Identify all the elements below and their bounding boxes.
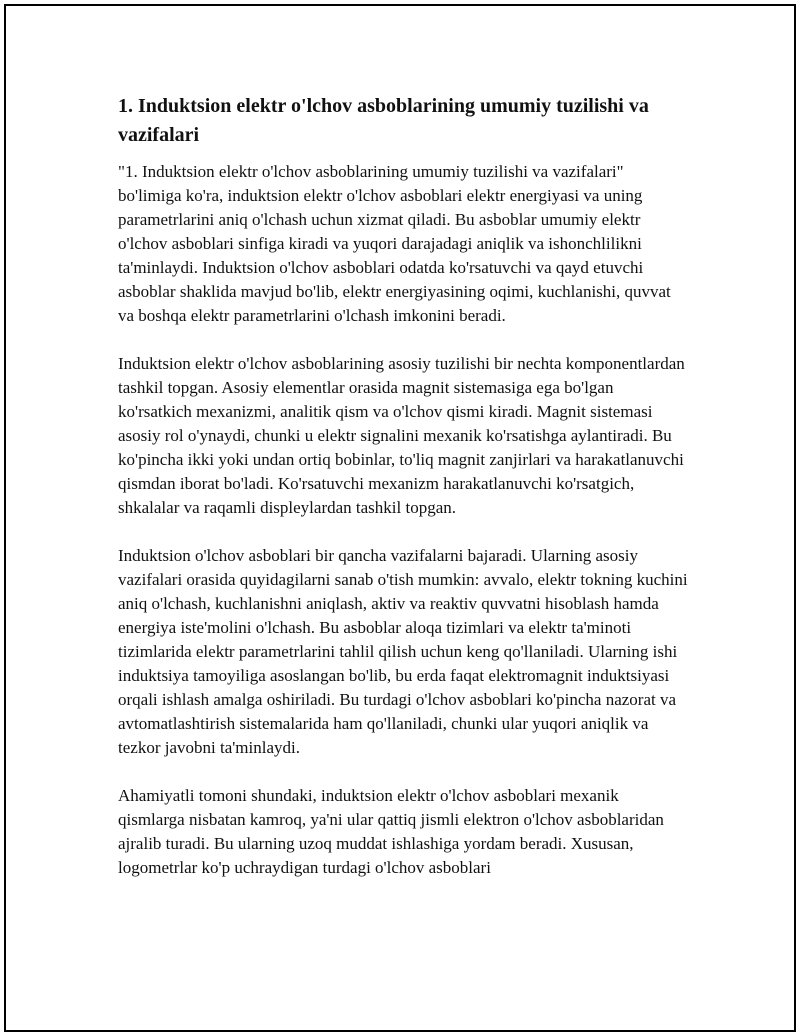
- paragraph-2: Induktsion elektr o'lchov asboblarining asosiy tuzilishi bir nechta komponentlardan tashkil topgan. Asosiy elementlar orasida magnit sistemasiga ega bo'lgan ko'rsatkich mexanizmi, analitik qism va o'lchov qismi kiradi. Magnit sistemasi asosiy rol o'ynaydi, chunki u elektr signalini mexanik ko'rsatishga aylantiradi. Bu ko'pincha ikki yoki undan ortiq bobinlar, to'liq magnit zanjirlari va harakatlanuvchi qismdan iborat bo'ladi. Ko'rsatuvchi mexanizm harakatlanuvchi ko'rsatgich, shkalalar va raqamli displeylardan tashkil topgan.: [118, 354, 685, 517]
- paragraph-4: Ahamiyatli tomoni shundaki, induktsion elektr o'lchov asboblari mexanik qismlarga nisbatan kamroq, ya'ni ular qattiq jismli elektron o'lchov asboblaridan ajralib turadi. Bu ularning uzoq muddat ishlashiga yordam beradi. Xususan, logometrlar ko'p uchraydigan turdagi o'lchov asboblari: [118, 786, 664, 877]
- document-body: [118, 92, 688, 904]
- paragraph-1: "1. Induktsion elektr o'lchov asboblarining umumiy tuzilishi va vazifalari" bo'limiga ko'ra, induktsion elektr o'lchov asboblari elektr energiyasi va uning parametrlarini aniq o'lchash uchun xizmat qiladi. Bu asboblar umumiy elektr o'lchov asboblari sinfiga kiradi va yuqori darajadagi aniqlik va ishonchlilikni ta'minlaydi. Induktsion o'lchov asboblari odatda ko'rsatuvchi va qayd etuvchi asboblar shaklida mavjud bo'lib, elektr energiyasining oqimi, kuchlanishi, quvvat va boshqa elektr parametrlarini o'lchash imkonini beradi.: [118, 162, 671, 325]
- section-title: 1. Induktsion elektr o'lchov asboblarining umumiy tuzilishi va vazifalari: [118, 95, 649, 146]
- paragraph-3: Induktsion o'lchov asboblari bir qancha vazifalarni bajaradi. Ularning asosiy vazifalari orasida quyidagilarni sanab o'tish mumkin: avvalo, elektr tokning kuchini aniq o'lchash, kuchlanishni aniqlash, aktiv va reaktiv quvvatni hisoblash hamda energiya iste'molini o'lchash. Bu asboblar aloqa tizimlari va elektr ta'minoti tizimlarida elektr parametrlarini tahlil qilish uchun keng qo'llaniladi. Ularning ishi induktsiya tamoyiliga asoslangan bo'lib, bu erda faqat elektromagnit induktsiyasi orqali ishlash amalga oshiriladi. Bu turdagi o'lchov asboblari ko'pincha nazorat va avtomatlashtirish sistemalarida ham qo'llaniladi, chunki ular yuqori aniqlik va tezkor javobni ta'minlaydi.: [118, 546, 688, 757]
